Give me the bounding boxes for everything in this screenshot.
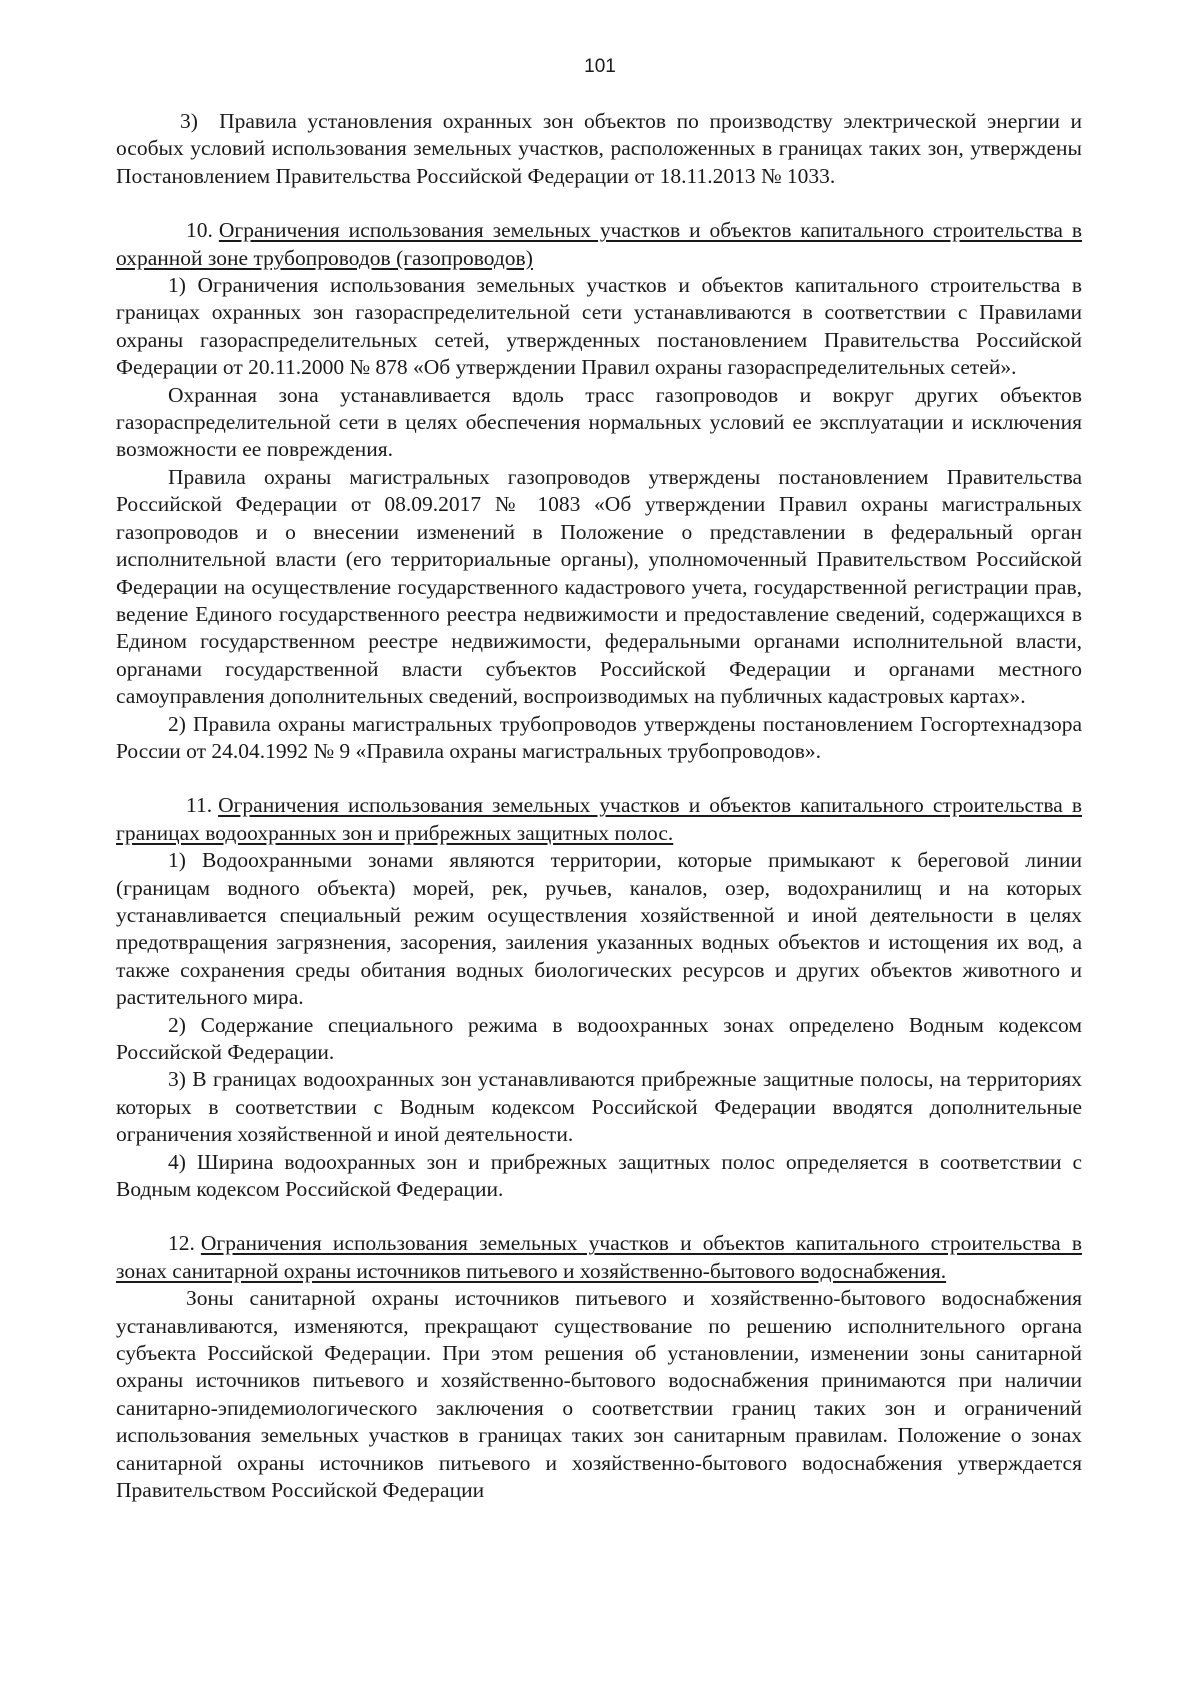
paragraph-power-zones: 3) Правила установления охранных зон объектов по производству электрической энергии и особых условий использования земельных участков, расположенных в границах таких зон, утверждены Постановлением Правительства Российской Федерации от 18.11.2013 № 1033. — [116, 109, 1082, 188]
section-10-paragraph: 2) Правила охраны магистральных трубопроводов утверждены постановлением Госгортехнадзора России от 24.04.1992 № 9 «Правила охраны магистральных трубопроводов». — [116, 711, 1082, 763]
section-10-paragraph: Охранная зона устанавливается вдоль трасс газопроводов и вокруг других объектов газораспределительной сети в целях обеспечения нормальных условий ее эксплуатации и исключения возможности ее повреждения. — [116, 382, 1082, 462]
section-11-paragraph: 1) Водоохранными зонами являются территории, которые примыкают к береговой линии (границам водного объекта) морей, рек, ручьев, каналов, озер, водохранилищ и на которых устанавливается специальный режим осуществления хозяйственной и иной деятельности в целях предотвращения загрязнения, засорения, заиления указанных водных объектов и истощения их вод, а также сохранения среды обитания водных биологических ресурсов и других объектов животного и растительного мира. — [116, 848, 1082, 1010]
section-12-paragraph: Зоны санитарной охраны источников питьевого и хозяйственно-бытового водоснабжения устанавливаются, изменяются, прекращают существование по решению исполнительного органа субъекта Российской Федерации. При этом решения об установлении, изменении зоны санитарной охраны источников питьевого и хозяйственно-бытового водоснабжения принимаются при наличии санитарно-эпидемиологического заключения о соответствии границ таких зон и ограничений использования земельных участков в границах таких зон санитарным правилам. Положение о зонах санитарной охраны источников питьевого и хозяйственно-бытового водоснабжения утверждается Правительством Российской Федерации — [116, 1286, 1082, 1503]
section-11-heading — [116, 792, 1082, 847]
page-number: 101 — [584, 56, 616, 77]
section-10-paragraph: 1) Ограничения использования земельных участков и объектов капитального строительства в границах охранных зон газораспределительной сети устанавливаются в соответствии с Правилами охраны газораспределительных сетей, утвержденных постановлением Правительства Российской Федерации от 20.11.2000 № 878 «Об утверждении Правил охраны газораспределительных сетей». — [116, 273, 1082, 380]
section-11-paragraph: 4) Ширина водоохранных зон и прибрежных защитных полос определяется в соответствии с Водным кодексом Российской Федерации. — [116, 1149, 1082, 1202]
section-10-heading — [116, 217, 1082, 272]
section-12-number: 12. — [168, 1231, 195, 1256]
section-12-title: Ограничения использования земельных участков и объектов капитального строительства в зонах санитарной охраны источников питьевого и хозяйственно-бытового водоснабжения. — [116, 1231, 1082, 1283]
section-10-number: 10. — [186, 218, 213, 243]
section-11-paragraph: 2) Содержание специального режима в водоохранных зонах определено Водным кодексом Российской Федерации. — [116, 1012, 1082, 1064]
section-10-title: Ограничения использования земельных участков и объектов капитального строительства в охранной зоне трубопроводов (газопроводов) — [116, 218, 1082, 270]
section-12-heading — [116, 1230, 1082, 1285]
section-11-paragraph: 3) В границах водоохранных зон устанавливаются прибрежные защитные полосы, на территориях которых в соответствии с Водным кодексом Российской Федерации вводятся дополнительные ограничения хозяйственной и иной деятельности. — [116, 1067, 1082, 1147]
section-11-title: Ограничения использования земельных участков и объектов капитального строительства в границах водоохранных зон и прибрежных защитных полос. — [116, 793, 1082, 845]
document-body — [116, 108, 1082, 1505]
section-10-paragraph: Правила охраны магистральных газопроводов утверждены постановлением Правительства Российской Федерации от 08.09.2017 № 1083 «Об утверждении Правил охраны магистральных газопроводов и о внесении изменений в Положение о представлении в федеральный орган исполнительной власти (его территориальные органы), уполномоченный Правительством Российской Федерации на осуществление государственного кадастрового учета, государственной регистрации прав, ведение Единого государственного реестра недвижимости и предоставление сведений, содержащихся в Едином государственном реестре недвижимости, федеральными органами исполнительной власти, органами государственной власти субъектов Российской Федерации и органами местного самоуправления дополнительных сведений, воспроизводимых на публичных кадастровых картах». — [116, 464, 1082, 709]
section-11-number: 11. — [186, 793, 213, 818]
